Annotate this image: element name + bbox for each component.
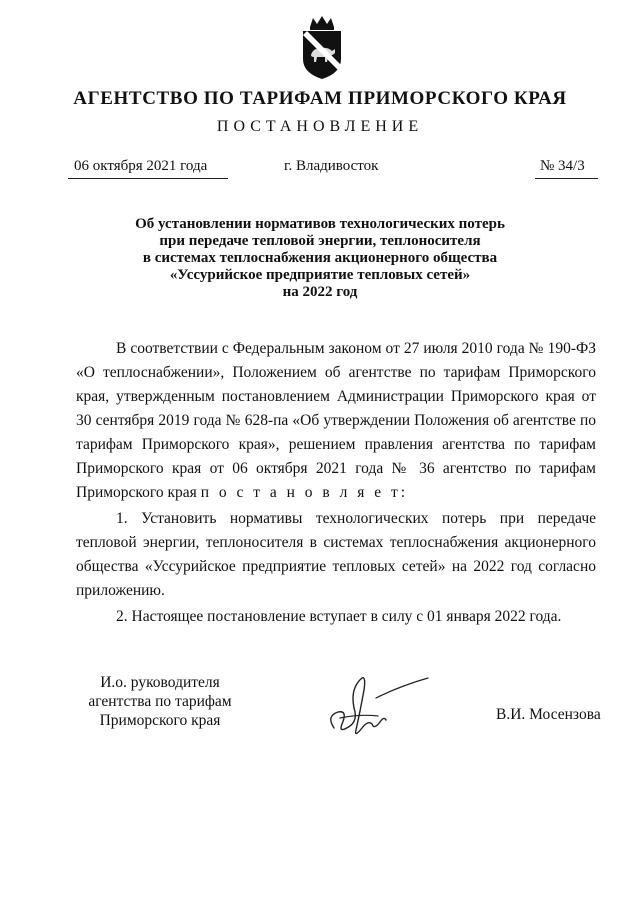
coat-of-arms-icon: [297, 15, 347, 81]
signer-role: [60, 673, 260, 730]
document-number: № 34/3: [540, 158, 585, 174]
handwritten-signature-icon: [320, 668, 430, 748]
title-line: Об установлении нормативов технологических потерь: [135, 216, 505, 232]
signer-name: В.И. Мосензова: [496, 706, 601, 723]
item-2-paragraph: 2. Настоящее постановление вступает в силу с 01 января 2022 года.: [116, 608, 562, 625]
title-line: при передаче тепловой энергии, теплоносителя: [159, 233, 481, 249]
document-title: [0, 216, 640, 301]
intro-paragraph: [76, 337, 596, 505]
title-line: в системах теплоснабжения акционерного общества: [142, 250, 498, 266]
document-type: ПОСТАНОВЛЕНИЕ: [216, 118, 424, 135]
item-1-paragraph: 1. Установить нормативы технологических потерь при передаче тепловой энергии, теплоносителя в системах теплоснабжения акционерного общества «Уссурийское предприятие тепловых сетей» на 2022 год согласно приложению.: [76, 510, 596, 599]
number-underline: [535, 178, 598, 179]
document-body: [76, 337, 596, 629]
signer-role-line: И.о. руководителя: [100, 674, 220, 691]
date-underline: [68, 178, 228, 179]
intro-text: В соответствии с Федеральным законом от 27 июля 2010 года № 190-ФЗ «О теплоснабжении», Положением об агентстве по тарифам Приморского края, утвержденным постановлением Администрации Приморского края от 30 сентября 2019 года № 628-па «Об утверждении Положения об агентстве по тарифам Приморского края», решением правления агентства по тарифам Приморского края от 06 октября 2021 года № 36 агентство по тарифам Приморского края: [76, 340, 596, 501]
signer-role-line: Приморского края: [99, 712, 221, 729]
title-line: «Уссурийское предприятие тепловых сетей»: [169, 267, 471, 283]
resolves-word: п о с т а н о в л я е т:: [200, 484, 409, 501]
signer-role-line: агентства по тарифам: [88, 693, 232, 710]
document-date: 06 октября 2021 года: [74, 158, 208, 174]
agency-name: АГЕНТСТВО ПО ТАРИФАМ ПРИМОРСКОГО КРАЯ: [73, 88, 567, 109]
document-city: г. Владивосток: [284, 158, 379, 174]
title-line: на 2022 год: [282, 284, 358, 300]
